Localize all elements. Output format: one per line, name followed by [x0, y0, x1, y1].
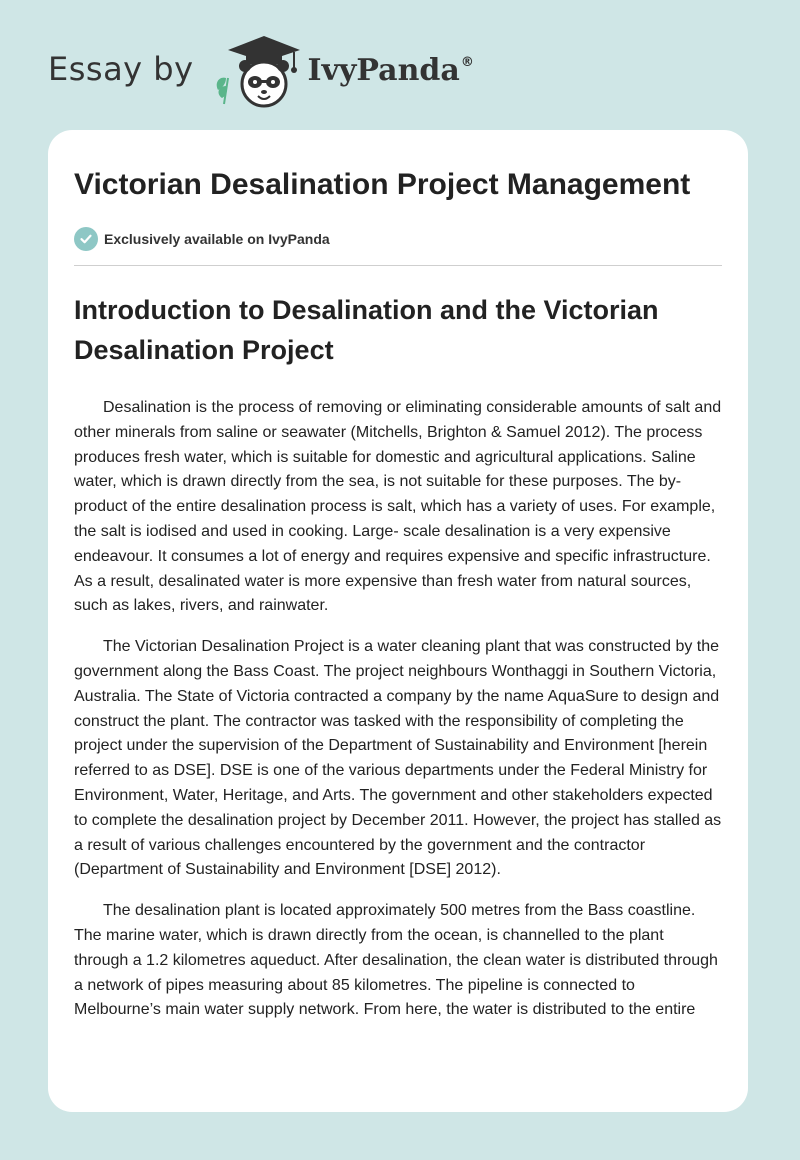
brand-name[interactable]: IvyPanda® — [307, 52, 474, 88]
paragraph: The Victorian Desalination Project is a water cleaning plant that was constructed by the government along the Bass Coast. The project neighbours Wonthaggi in Southern Victoria, Australia. The State of Victoria contracted a company by the name AquaSure to design and construct the plant. The contractor was tasked with the responsibility of completing the project under the supervision of the Department of Sustainability and Environment [herein referred to as DSE]. DSE is one of the various departments under the Federal Ministry for Environment, Water, Heritage, and Arts. The government and other stakeholders expected to complete the desalination project by December 2011. However, the project has stalled as a result of various challenges encountered by the government and the contractor (Department of Sustainability and Environment [DSE] 2012). — [74, 638, 722, 879]
brand-prefix: Essay by — [48, 50, 194, 88]
section-heading: Introduction to Desalination and the Victorian Desalination Project — [74, 295, 659, 365]
exclusive-badge — [74, 225, 722, 253]
badge-text: Exclusively available on IvyPanda — [104, 231, 330, 247]
paragraph: The desalination plant is located approximately 500 metres from the Bass coastline. The marine water, which is drawn directly from the ocean, is channelled to the plant through a 1.2 kilometres aqueduct. After desalination, the clean water is distributed through a network of pipes measuring about 85 kilometres. The pipeline is connected to Melbourne’s main water supply network. From here, the water is distributed to the entire — [74, 902, 718, 1019]
site-header — [48, 32, 474, 112]
check-icon — [74, 227, 98, 251]
panda-graduate-icon[interactable] — [208, 32, 304, 112]
essay-card — [48, 130, 748, 1112]
paragraph: Desalination is the process of removing or eliminating considerable amounts of salt and other minerals from saline or seawater (Mitchells, Brighton & Samuel 2012). The process produces fresh water, which is suitable for domestic and agricultural applications. Saline water, which is drawn directly from the sea, is not suitable for these purposes. The by- product of the entire desalination process is salt, which has a variety of uses. For example, the salt is iodised and used in cooking. Large- scale desalination is a very expensive endeavour. It consumes a lot of energy and requires expensive and specific infrastructure. As a result, desalinated water is more expensive than fresh water from natural sources, such as lakes, rivers, and rainwater. — [74, 399, 722, 615]
divider — [74, 265, 722, 266]
page-title: Victorian Desalination Project Management — [74, 168, 691, 201]
